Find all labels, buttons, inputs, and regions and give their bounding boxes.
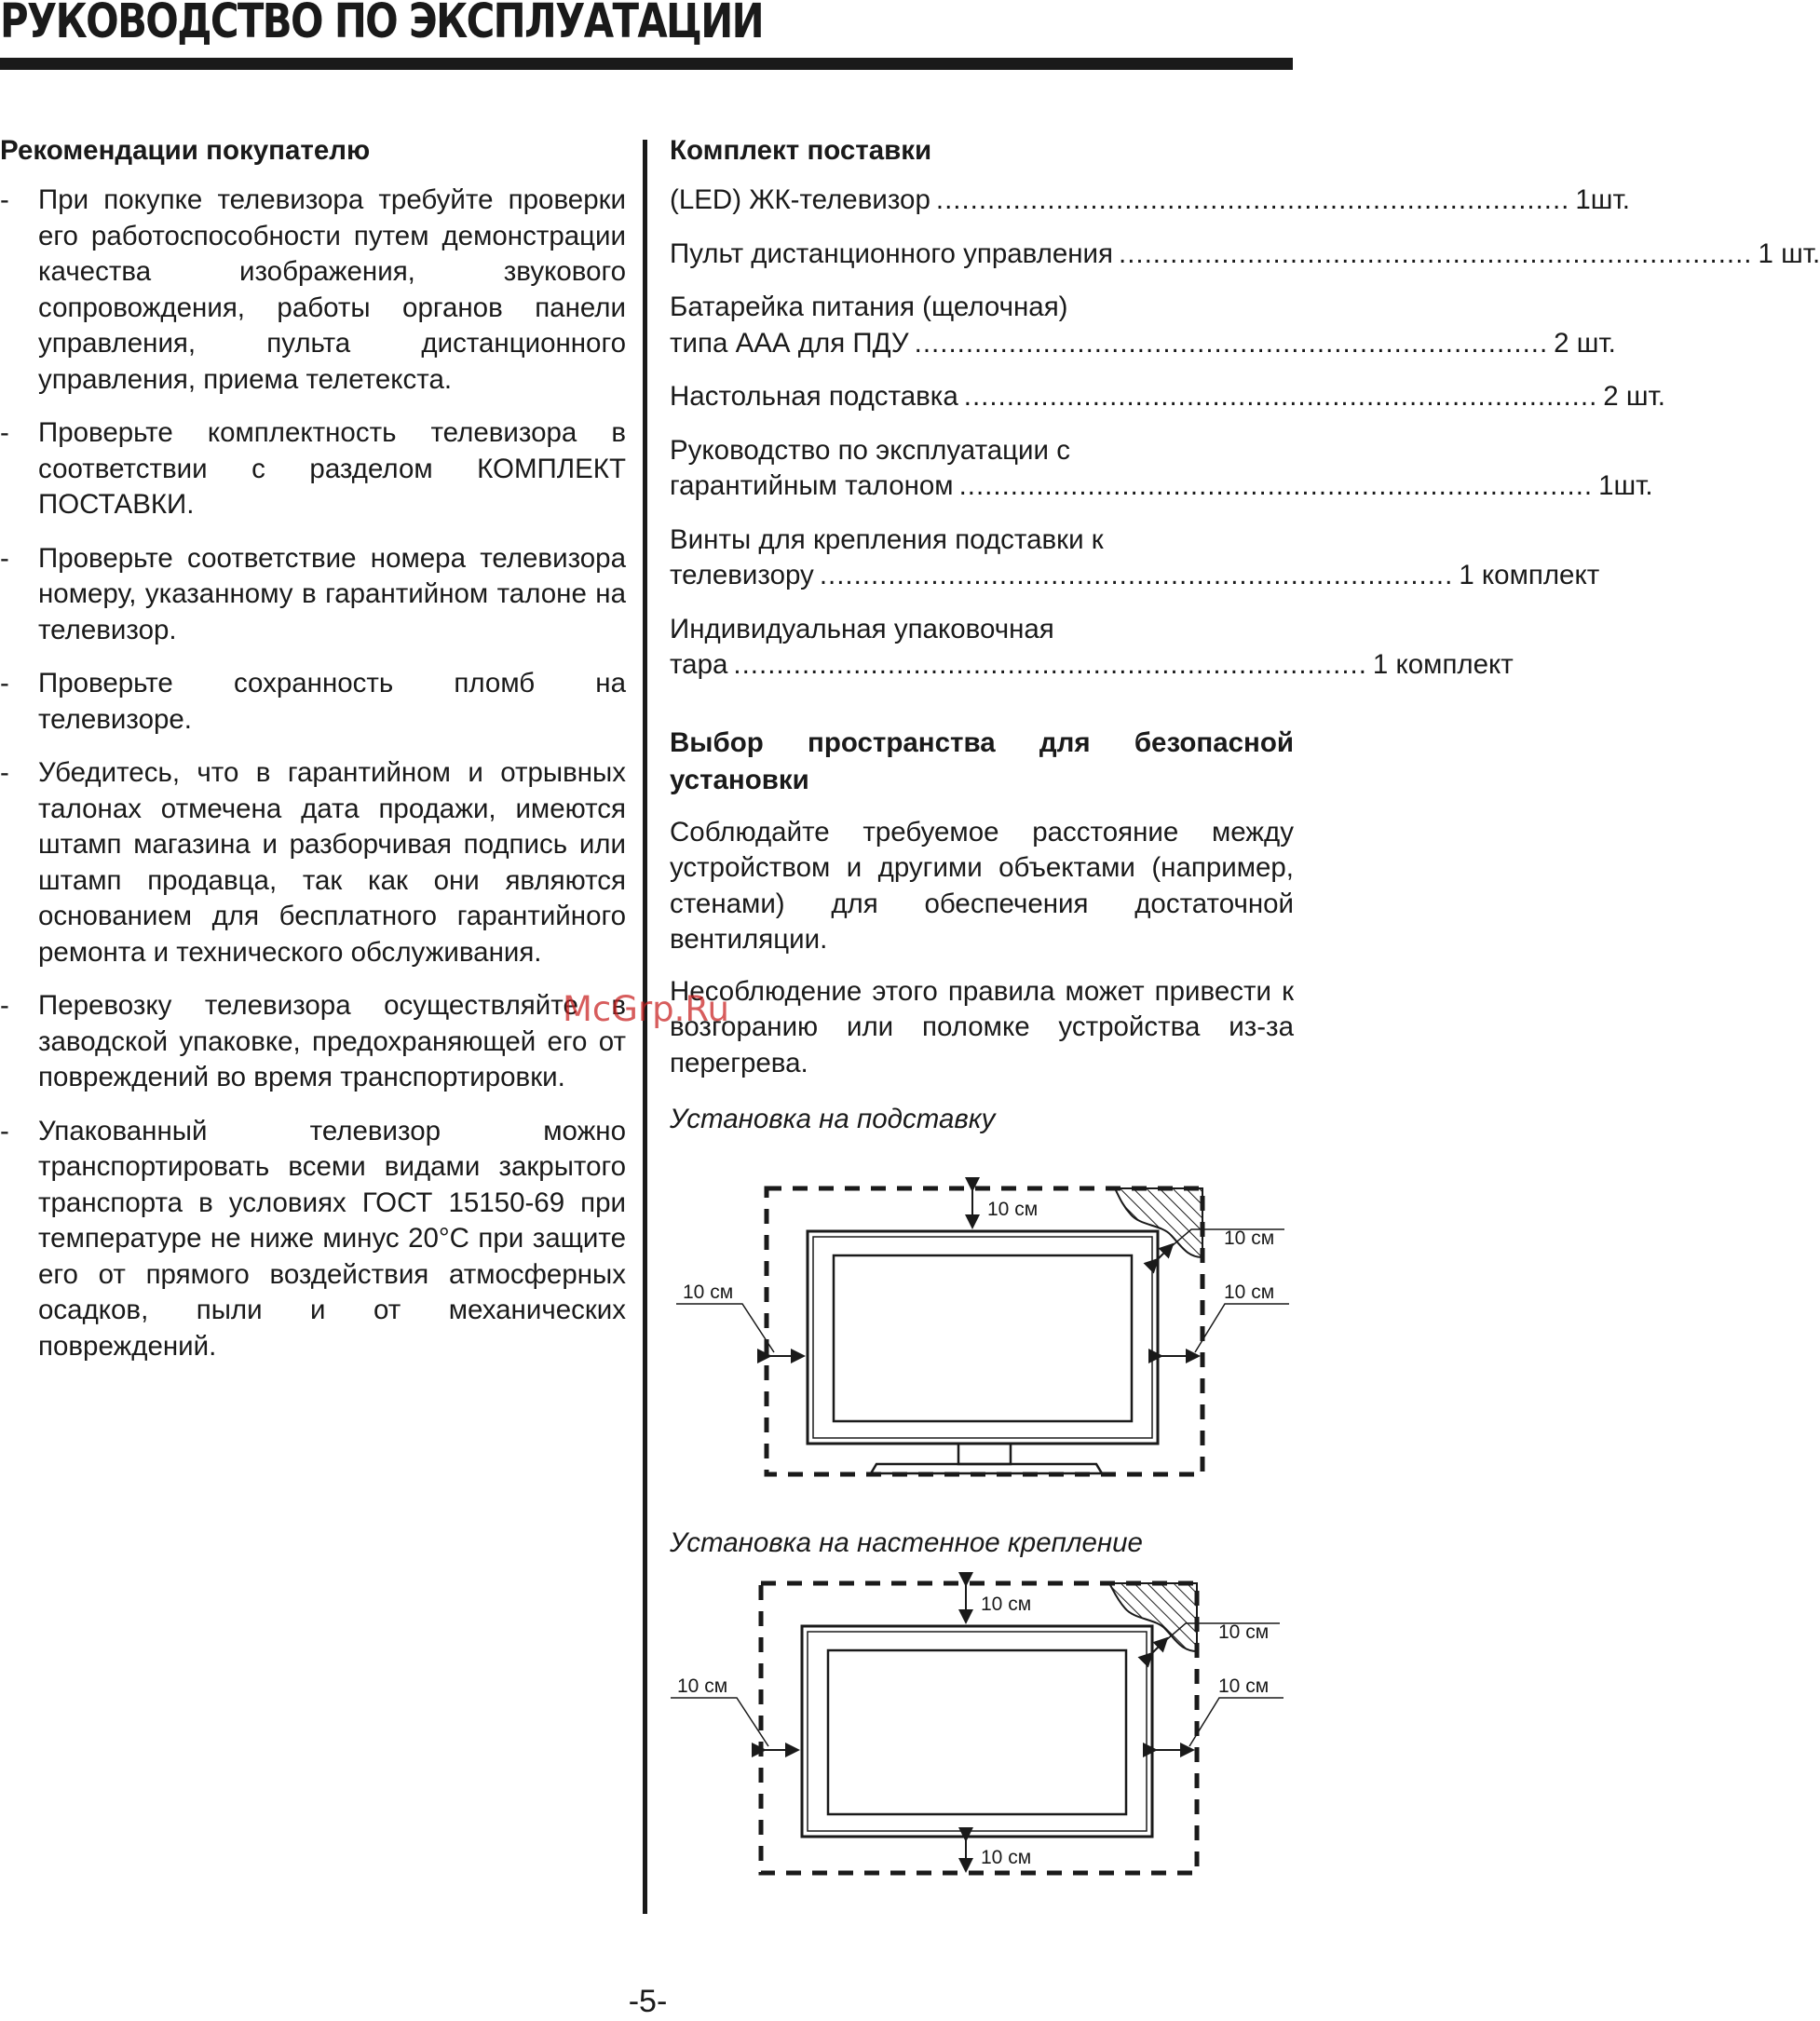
kit-item-quantity: 2 шт.	[1603, 381, 1665, 412]
figure-caption-wall: Установка на настенное крепление	[670, 1527, 1143, 1558]
right-clearance-label: 10 см	[1218, 1675, 1270, 1697]
safety-paragraph-1: Соблюдайте требуемое расстояние между устройством и другими объектами (например, стенами) для обеспечения достаточной вентиляции.	[670, 816, 1294, 955]
list-item	[0, 666, 626, 738]
dot-leader: ..........................................................................	[1119, 237, 1753, 269]
list-item-text: Проверьте соответствие номера телевизора номеру, указанному в гарантийном талоне на телевизор.	[38, 542, 626, 645]
bullet-dash: -	[0, 757, 9, 788]
top-right-clearance-label: 10 см	[1224, 1228, 1275, 1249]
kit-heading: Комплект поставки	[670, 135, 932, 166]
kit-item	[670, 183, 1630, 219]
list-item	[0, 755, 626, 970]
stand-installation-diagram	[670, 1173, 1296, 1490]
list-item	[0, 183, 626, 398]
kit-item-first-line: Индивидуальная упаковочная	[670, 613, 1054, 644]
dot-leader: ..........................................................................	[958, 470, 1594, 501]
top-right-clearance-label: 10 см	[1218, 1621, 1270, 1643]
tv-frame-outer	[808, 1231, 1158, 1444]
top-clearance-label: 10 см	[981, 1594, 1032, 1615]
bullet-dash: -	[0, 1115, 9, 1146]
list-item	[0, 988, 626, 1096]
kit-item-quantity: 1шт.	[1598, 470, 1653, 501]
kit-item-quantity: 2 шт.	[1554, 327, 1616, 359]
left-clearance-label: 10 см	[683, 1282, 734, 1303]
kit-section	[670, 132, 1820, 1137]
kit-item-first-line: Батарейка питания (щелочная)	[670, 292, 1068, 322]
bullet-dash: -	[0, 990, 9, 1021]
dot-leader: ..........................................................................	[963, 381, 1598, 412]
kit-item	[670, 522, 1600, 594]
bullet-dash: -	[0, 542, 9, 574]
left-leader	[671, 1698, 768, 1746]
dot-leader: ..........................................................................	[914, 327, 1549, 359]
list-item-text: Проверьте комплектность телевизора в соответствии с разделом КОМПЛЕКТ ПОСТАВКИ.	[38, 417, 626, 520]
kit-item-quantity: 1 комплект	[1372, 649, 1514, 680]
figure-caption-stand: Установка на подставку	[670, 1104, 996, 1134]
kit-item-name: Пульт дистанционного управления	[670, 237, 1113, 269]
dot-leader: ..........................................................................	[819, 560, 1454, 590]
recommendations-section	[0, 132, 626, 1382]
watermark: McGrp.Ru	[563, 989, 729, 1029]
dot-leader: ..........................................................................	[733, 649, 1367, 680]
dot-leader: ..........................................................................	[935, 184, 1570, 215]
kit-item	[670, 379, 1665, 415]
page-number: -5-	[628, 1984, 668, 2019]
kit-item-name: гарантийным талоном	[670, 470, 954, 501]
list-item-text: Перевозку телевизора осуществляйте в заводской упаковке, предохраняющей его от повреждений во время транспортировки.	[38, 990, 626, 1092]
safety-heading: Выбор пространства для безопасной установки	[670, 726, 1294, 795]
kit-item-quantity: 1 шт.	[1758, 237, 1820, 269]
right-clearance-label: 10 см	[1224, 1282, 1275, 1303]
kit-item-name: тара	[670, 649, 728, 680]
bullet-dash: -	[0, 184, 9, 215]
left-leader	[676, 1304, 774, 1352]
kit-item	[670, 612, 1514, 684]
left-clearance-label: 10 см	[677, 1675, 728, 1697]
right-leader	[1195, 1304, 1289, 1352]
list-item	[0, 541, 626, 649]
recommendations-list	[0, 183, 626, 1364]
recommendations-heading: Рекомендации покупателю	[0, 135, 371, 166]
safety-paragraph-2: Несоблюдение этого правила может привести к возгоранию или поломке устройства из-за перегрева.	[670, 975, 1294, 1078]
title-rule	[0, 58, 1293, 70]
list-item-text: Упакованный телевизор можно транспортировать всеми видами закрытого транспорта в условиях ГОСТ 15150-69 при температуре не ниже минус 20°С при защите его от прямого воздействия атмосферных осадков, пыли и от механических повреждений.	[38, 1115, 626, 1362]
stand-neck	[958, 1444, 1011, 1464]
page-title: РУКОВОДСТВО ПО ЭКСПЛУАТАЦИИ	[0, 0, 763, 49]
kit-item-first-line: Руководство по эксплуатации с	[670, 434, 1070, 466]
kit-item-quantity: 1шт.	[1575, 184, 1630, 215]
bullet-dash: -	[0, 417, 9, 448]
list-item	[0, 415, 626, 523]
kit-item	[670, 290, 1616, 361]
tv-frame-inner	[813, 1237, 1152, 1438]
kit-item	[670, 433, 1653, 505]
kit-item-name: телевизору	[670, 560, 814, 590]
list-item-text: Проверьте сохранность пломб на телевизоре.	[38, 668, 626, 735]
kit-item-quantity: 1 комплект	[1459, 560, 1600, 590]
kit-list	[670, 183, 1820, 684]
kit-item-name: (LED) ЖК-телевизор	[670, 184, 930, 215]
kit-item-name: типа ААА для ПДУ	[670, 327, 909, 359]
tv-screen	[834, 1255, 1132, 1421]
list-item-text: Убедитесь, что в гарантийном и отрывных талонах отмечена дата продажи, имеются штамп магазина и разборчивая подпись или штамп продавца, так как они являются основанием для бесплатного гарантийного ремонта и технического обслуживания.	[38, 757, 626, 968]
wall-mount-installation-diagram	[670, 1567, 1296, 1884]
tv-frame-inner	[808, 1632, 1147, 1831]
tv-frame-outer	[802, 1626, 1152, 1837]
kit-item-name: Настольная подставка	[670, 381, 958, 412]
top-right-clearance-arrow	[1158, 1244, 1173, 1259]
bullet-dash: -	[0, 668, 9, 699]
top-clearance-label: 10 см	[987, 1199, 1039, 1220]
kit-item-first-line: Винты для крепления подставки к	[670, 523, 1104, 555]
bottom-clearance-label: 10 см	[981, 1847, 1032, 1868]
right-leader	[1189, 1698, 1284, 1746]
tv-screen	[828, 1650, 1126, 1814]
kit-item	[670, 237, 1820, 273]
top-right-clearance-arrow	[1152, 1638, 1167, 1653]
list-item-text: При покупке телевизора требуйте проверки его работоспособности путем демонстрации качества изображения, звукового сопровождения, работы органов панели управления, пульта дистанционного управления, приема телетекста.	[38, 184, 626, 395]
list-item	[0, 1114, 626, 1365]
